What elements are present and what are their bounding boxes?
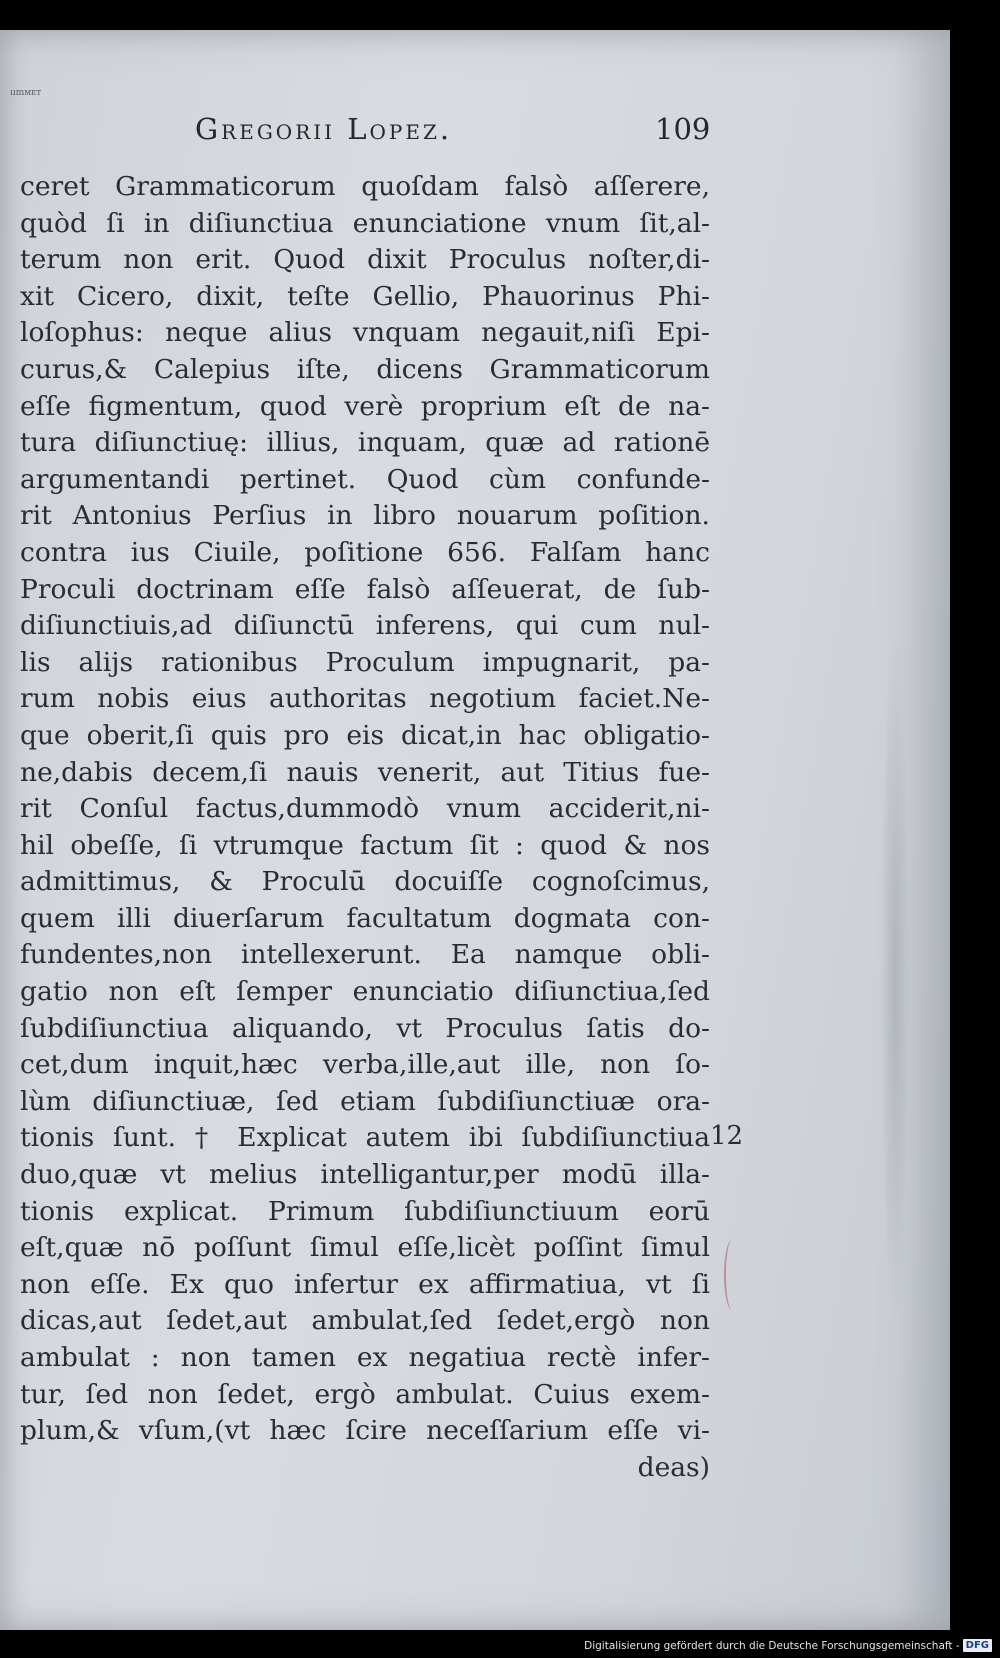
text-line: terum non erit. Quod dixit Proculus noſter,di- (20, 244, 710, 276)
text-line: contra ius Ciuile, poſitione 656. Falſam hanc (20, 536, 710, 568)
book-page (0, 30, 950, 1630)
text-line: loſophus: neque alius vnquam negauit,niſi Epi- (20, 317, 710, 349)
text-line: rit Antonius Perſius in libro nouarum poſition. (20, 500, 710, 532)
pencil-mark (724, 1240, 740, 1310)
text-line: gatio non eſt ſemper enunciatio diſiunctiua,ſed (20, 976, 710, 1008)
text-line: cet,dum inquit,hæc verba,ille,aut ille, non ſo- (20, 1049, 710, 1081)
text-line: Proculi doctrinam eſſe falsò aſſeuerat, de ſub- (20, 573, 710, 605)
text-line: xit Cicero, dixit, teſte Gellio, Phauorinus Phi- (20, 280, 710, 312)
text-line: diſiunctiuis,ad diſiunctū inferens, qui cum nul- (20, 610, 710, 642)
text-line: hil obeſſe, ſi vtrumque factum ſit : quod & nos (20, 829, 710, 861)
text-line: plum,& vſum,(vt hæc ſcire neceſſarium eſſe vi- (20, 1415, 710, 1447)
text-line: fundentes,non intellexerunt. Ea namque obli- (20, 939, 710, 971)
running-title: Gregorii Lopez. (195, 112, 453, 146)
folio-number: 109 (655, 112, 711, 146)
text-line: quòd ſi in diſiunctiua enunciatione vnum ſit,al- (20, 207, 710, 239)
dfg-logo-icon: DFG (963, 1639, 992, 1652)
text-line: tura diſiunctiuę: illius, inquam, quæ ad rationē (20, 427, 710, 459)
text-line: lùm diſiunctiuæ, ſed etiam ſubdiſiunctiuæ ora- (20, 1085, 710, 1117)
text-line: argumentandi pertinet. Quod cùm confunde- (20, 463, 710, 495)
text-line: admittimus, & Proculū docuiſſe cognoſcimus, (20, 866, 710, 898)
text-line: eſt,quæ nō poſſunt ſimul eſſe,licèt poſſint ſimul (20, 1232, 710, 1264)
body-text (20, 169, 710, 1486)
text-line: eſſe figmentum, quod verè proprium eſt de na- (20, 390, 710, 422)
corner-mark: ıımᴍᴇᴛ (10, 88, 42, 98)
text-line: ſubdiſiunctiua aliquando, vt Proculus ſatis do- (20, 1012, 710, 1044)
margin-note: 12 (710, 1121, 744, 1151)
text-line: ambulat : non tamen ex negatiua rectè infer- (20, 1342, 710, 1373)
text-line: rit Conſul factus,dummodò vnum acciderit,ni- (20, 793, 710, 825)
text-line: non eſſe. Ex quo infertur ex affirmatiua, vt ſi (20, 1268, 710, 1300)
text-line: ceret Grammaticorum quoſdam falsò aſſerere, (20, 171, 710, 202)
digitization-credit (584, 1639, 992, 1652)
text-line: tionis ſunt. † Explicat autem ibi ſubdiſiunctiua (20, 1122, 710, 1154)
text-line: quem illi diuerſarum facultatum dogmata con- (20, 902, 710, 934)
text-line: duo,quæ vt melius intelligantur,per modū illa- (20, 1159, 710, 1191)
text-line: lis alijs rationibus Proculum impugnarit, pa- (20, 646, 710, 678)
text-line: dicas,aut ſedet,aut ambulat,ſed ſedet,ergò non (20, 1305, 710, 1337)
text-line: tur, ſed non ſedet, ergò ambulat. Cuius exem- (20, 1378, 710, 1410)
text-line: deas) (637, 1451, 710, 1483)
text-line: tionis explicat. Primum ſubdiſiunctiuum eorū (20, 1195, 710, 1227)
running-head (0, 112, 740, 152)
text-line: ne,dabis decem,ſi nauis venerit, aut Titius fue- (20, 756, 710, 788)
text-line: que oberit,ſi quis pro eis dicat,in hac obligatio- (20, 719, 710, 751)
credit-text: Digitalisierung gefördert durch die Deutsche Forschungsgemeinschaft - (584, 1639, 960, 1652)
text-line: rum nobis eius authoritas negotium faciet.Ne- (20, 683, 710, 715)
text-line: curus,& Calepius iſte, dicens Grammaticorum (20, 353, 710, 385)
